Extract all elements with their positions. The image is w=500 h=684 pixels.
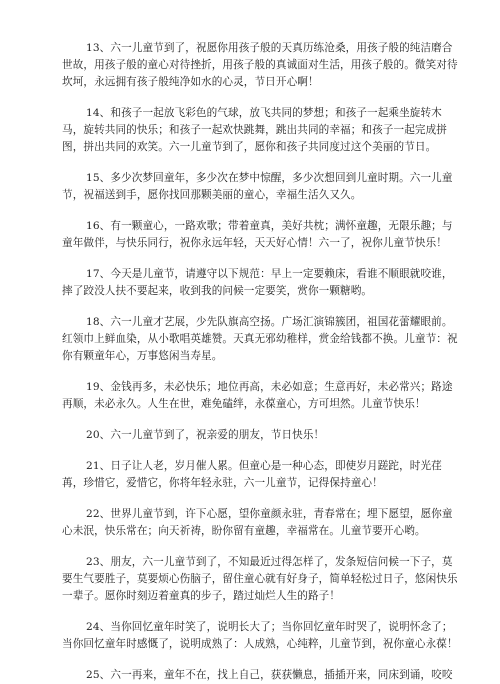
- entry-19: 19、金钱再多，未必快乐；地位再高，未必如意；生意再好，未必常兴；路途再顺，未必永久。人生在世，难免磕绊，永葆童心，方可坦然。儿童节快乐！: [62, 381, 453, 410]
- entry-23: 23、朋友，六一儿童节到了，不知最近过得怎样了，发条短信问候一下子，莫要生气要胜子，莫要烦心伤脑子，留住童心就有好身子，简单轻松过日子，悠闲快乐一辈子。愿你时刻迈着童真的步子，踏过灿烂人生的路子！: [62, 556, 458, 602]
- entry-18: 18、六一儿童才艺展，少先队旗高空扬。广场汇演锦簇团，祖国花蕾耀眼前。红领巾上鲜血染，从小歌唱英雄赞。天真无邪幼稚样，赏金给钱都不换。儿童节：祝你有颗童年心，万事悠闲当寿星。: [62, 316, 458, 362]
- entry-16: 16、有一颗童心，一路欢歌；带着童真，美好共枕；满怀童趣，无限乐趣；与童年做伴，与快乐同行，祝你永远年轻，天天好心情！六一了，祝你儿童节快乐！: [62, 220, 453, 249]
- entry-25: 25、六一再来，童年不在，找上自己，获获懒息，插插开来，同床到诵，咬咬: [86, 669, 453, 681]
- entry-17: 17、今天是儿童节，请遵守以下规范：早上一定要赖床，看谁不顺眼就咬谁，摔了跤没人扶不要起来，收到我的问候一定要笑，赏你一颗糖哟。: [62, 268, 453, 297]
- entry-20: 20、六一儿童节到了，祝亲爱的朋友，节日快乐！: [86, 429, 325, 441]
- entry-21: 21、日子让人老，岁月催人累。但童心是一种心态，即使岁月蹉跎，时光荏 苒，珍惜它，爱惜它，你将年轻永驻，六一儿童节，记得保持童心！: [62, 460, 442, 489]
- entry-22: 22、世界儿童节到，许下心愿，望你童颜永驻，青春常在；埋下愿望，愿你童心未泯，快乐常在；向天祈祷，盼你留有童趣，幸福常在。儿童节要开心哟。: [62, 508, 453, 537]
- entry-13: 13、六一儿童节到了，祝愿你用孩子般的天真历练沧桑，用孩子般的纯洁磨合世故，用孩子般的童心对待挫折，用孩子般的真诚面对生活，用孩子般的。微笑对待坎坷，永远拥有孩子般纯净如水的心灵，节日开心啊！: [62, 42, 458, 88]
- entry-24: 24、当你回忆童年时笑了，说明长大了；当你回忆童年时哭了，说明怀念了；当你回忆童年时感慨了，说明成熟了：人成熟，心纯粹，儿童节到，祝你童心永葆！: [62, 621, 458, 650]
- entry-14: 14、和孩子一起放飞彩色的气球，放飞共同的梦想；和孩子一起乘坐旋转木 马，旋转共同的快乐；和孩子一起欢快跳舞，跳出共同的幸福；和孩子一起完成拼 图，拼出共同的欢笑。六一儿童节到了，愿你和孩子共同度过这个美丽的节日。: [62, 107, 447, 153]
- entry-15: 15、多少次梦回童年，多少次在梦中惊醒，多少次想回到儿童时期。六一儿童节，祝福送到手，愿你找回那颗美丽的童心，幸福生活久又久。: [62, 172, 453, 201]
